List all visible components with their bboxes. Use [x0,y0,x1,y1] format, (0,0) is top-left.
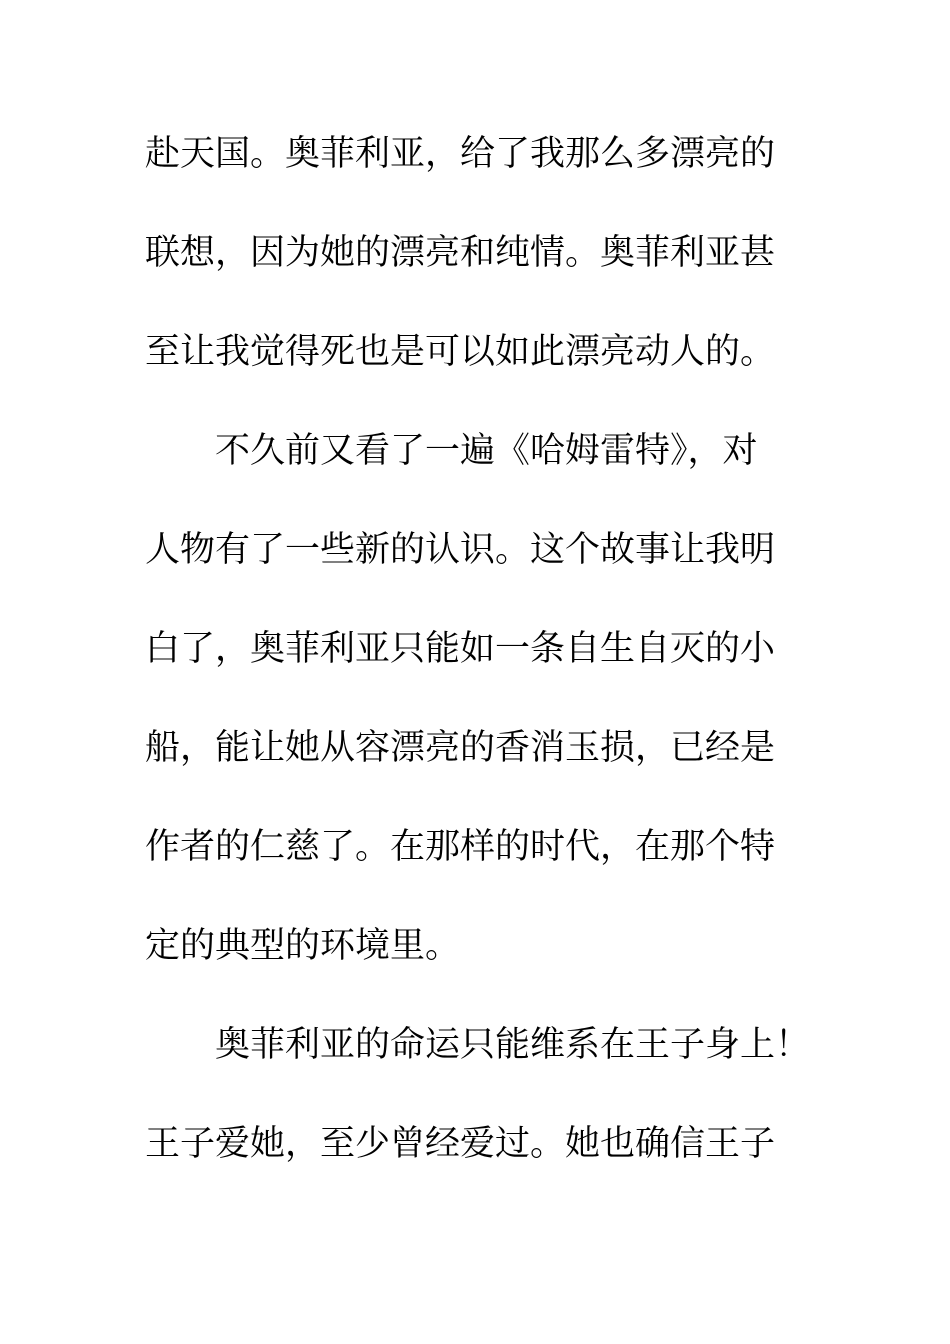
text-line: 定的典型的环境里。 [145,926,461,966]
text-line: 赴天国。奥菲利亚，给了我那么多漂亮的 [145,134,776,174]
text-line: 作者的仁慈了。在那样的时代，在那个特 [145,827,776,867]
body-text [145,124,845,1213]
text-line: 王子爱她，至少曾经爱过。她也确信王子 [145,1124,776,1164]
text-line: 船，能让她从容漂亮的香消玉损，已经是 [145,728,776,768]
text-line: 至让我觉得死也是可以如此漂亮动人的。 [145,332,776,372]
text-line: 白了，奥菲利亚只能如一条自生自灭的小 [145,629,776,669]
paragraph-start-line: 不久前又看了一遍《哈姆雷特》，对 [215,431,758,471]
text-line: 联想，因为她的漂亮和纯情。奥菲利亚甚 [145,233,776,273]
text-line: 人物有了一些新的认识。这个故事让我明 [145,530,776,570]
paragraph-start-line: 奥菲利亚的命运只能维系在王子身上！ [215,1025,811,1065]
